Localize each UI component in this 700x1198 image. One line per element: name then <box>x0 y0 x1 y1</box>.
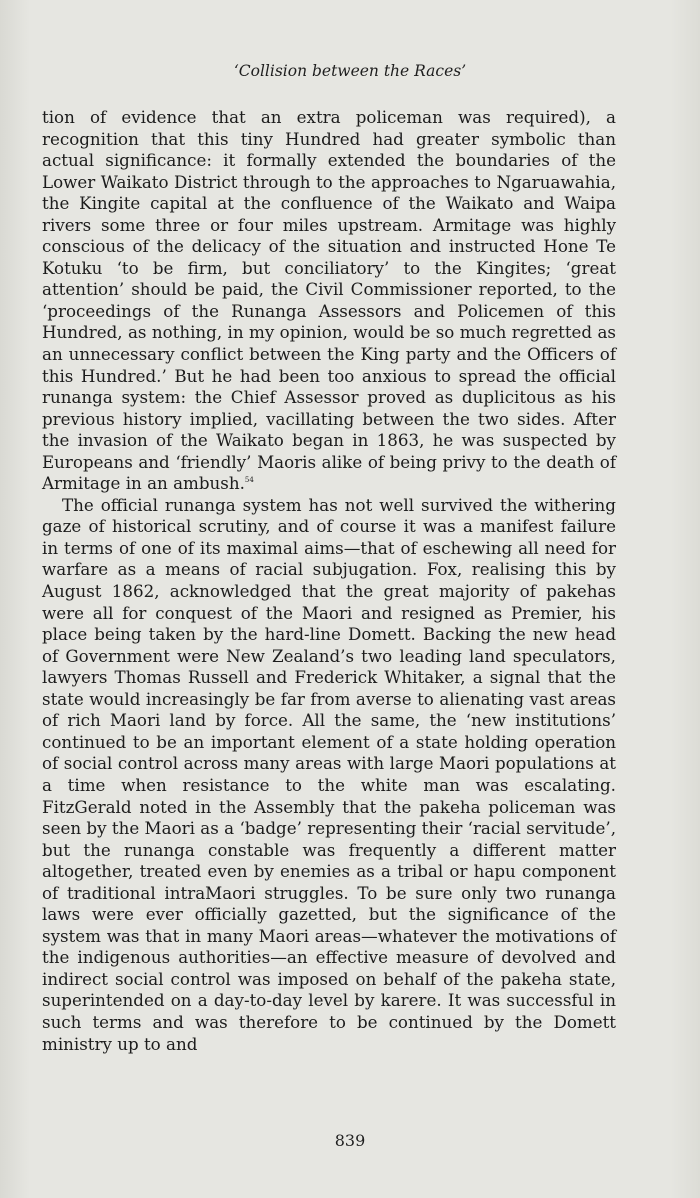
body-text <box>42 107 616 1055</box>
paragraph-1-text: tion of evidence that an extra policeman was required), a recognition that this tiny Hundred had greater symbolic than actual significance: it formally extended the boundaries of the Lower Waikato District through to the approaches to Ngaruawahia, the Kingite capital at the confluence of the Waikato and Waipa rivers some three or four miles upstream. Armitage was highly conscious of the delicacy of the situation and instructed Hone Te Kotuku ‘to be firm, but conciliatory’ to the Kingites; ‘great attention’ should be paid, the Civil Commissioner reported, to the ‘proceedings of the Runanga Assessors and Policemen of this Hundred, as nothing, in my opinion, would be so much regretted as an unnecessary conflict between the King party and the Officers of this Hundred.’ But he had been too anxious to spread the official runanga system: the Chief Assessor proved as duplicitous as his previous history implied, vacillating between the two sides. After the invasion of the Waikato began in 1863, he was suspected by Europeans and ‘friendly’ Maoris alike of being privy to the death of Armitage in an ambush. <box>42 107 616 494</box>
page-number: 839 <box>334 1131 366 1150</box>
footnote-reference: 54 <box>244 476 254 485</box>
running-head: ‘Collision between the Races’ <box>233 62 467 80</box>
paragraph-2: The official runanga system has not well survived the withering gaze of historical scrutiny, and of course it was a manifest failure in terms of one of its maximal aims—that of eschewing all need for warfare as a means of racial subjugation. Fox, realising this by August 1862, acknowledged that the great majority of pakehas were all for conquest of the Maori and resigned as Premier, his place being taken by the hard-line Domett. Backing the new head of Government were New Zealand’s two leading land speculators, lawyers Thomas Russell and Frederick Whitaker, a signal that the state would increasingly be far from averse to alienating vast areas of rich Maori land by force. All the same, the ‘new institutions’ continued to be an important element of a state holding operation of social control across many areas with large Maori populations at a time when resistance to the white man was escalating. FitzGerald noted in the Assembly that the pakeha policeman was seen by the Maori as a ‘badge’ representing their ‘racial servitude’, but the runanga constable was frequently a different matter altogether, treated even by enemies as a tribal or hapu component of traditional intraMaori struggles. To be sure only two runanga laws were ever officially gazetted, but the significance of the system was that in many Maori areas—whatever the motivations of the indigenous authorities—an effective measure of devolved and indirect social control was imposed on behalf of the pakeha state, superintended on a day-to-day level by karere. It was successful in such terms and was therefore to be continued by the Domett ministry up to and <box>42 494 616 1054</box>
paragraph-1 <box>42 107 616 495</box>
